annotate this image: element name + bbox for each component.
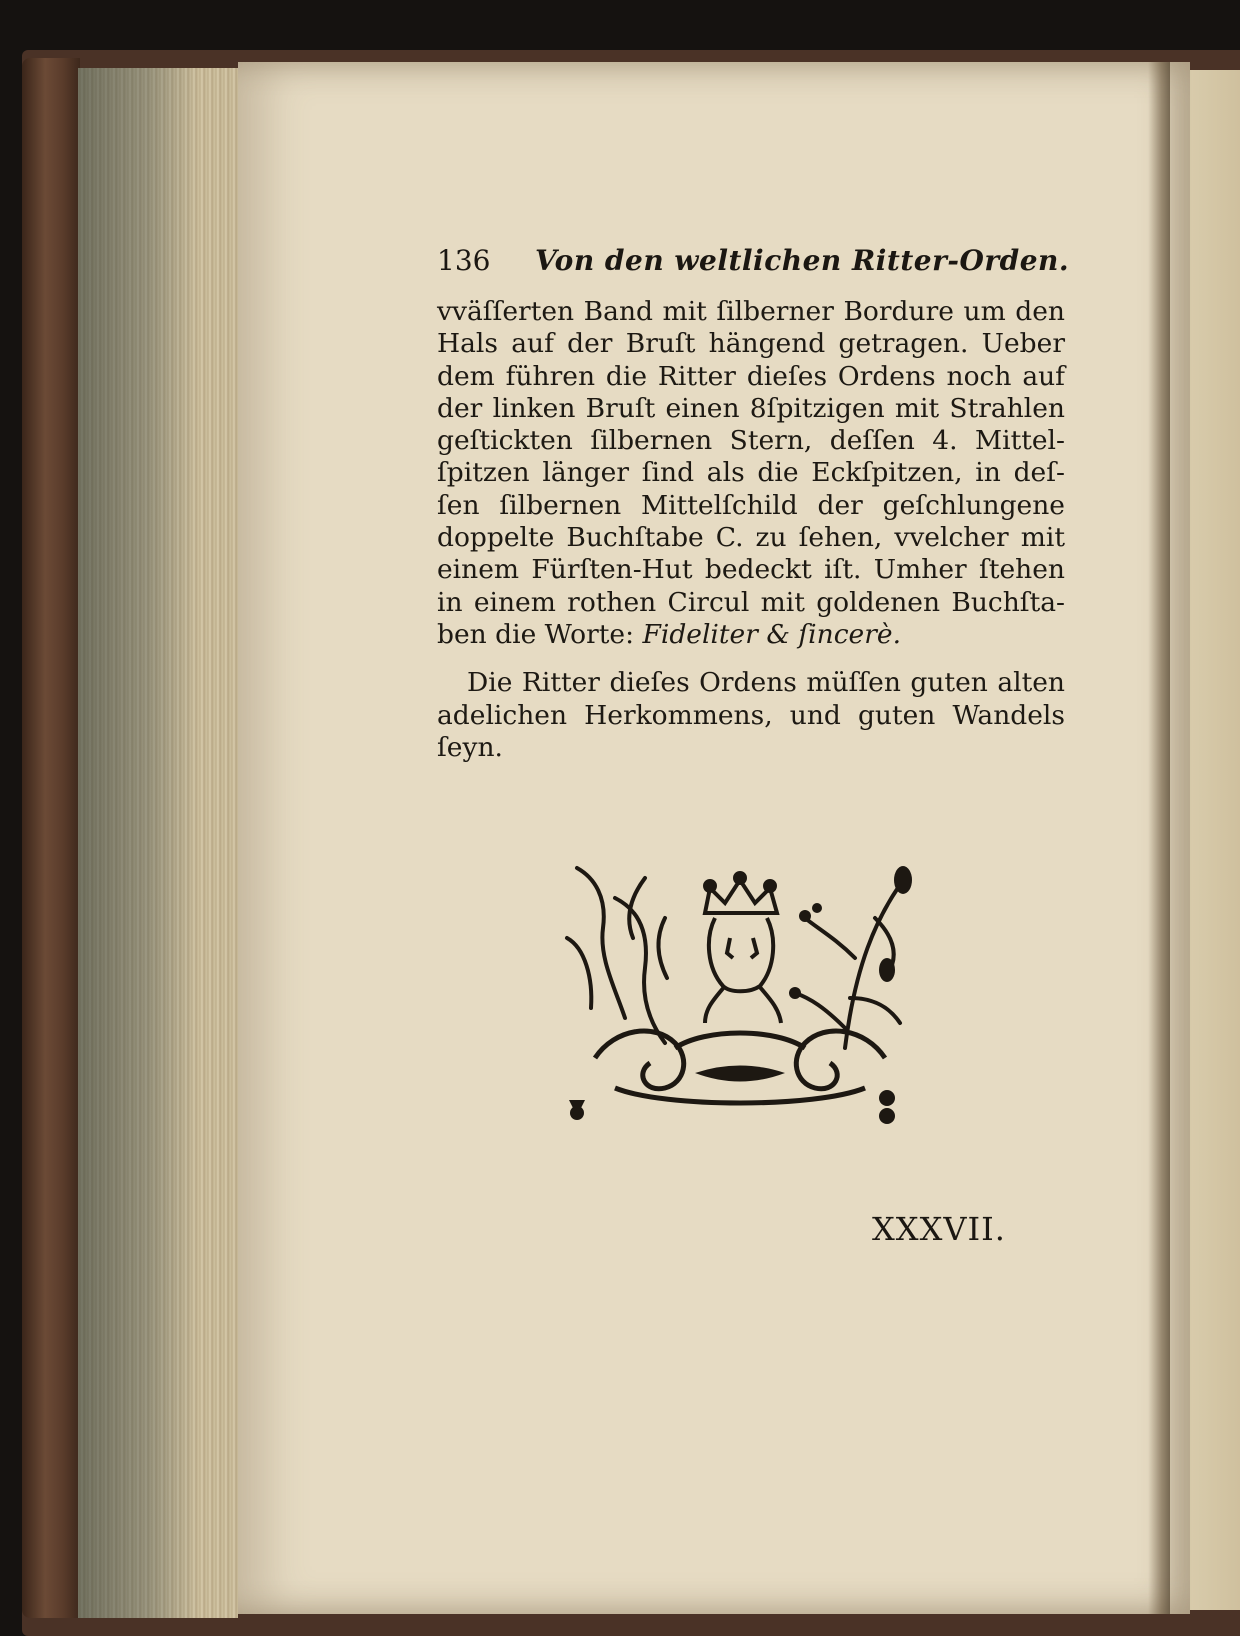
text-line: geſtickten ſilbernen Stern, deſſen 4. Mittel- xyxy=(437,425,1065,457)
paragraph-1 xyxy=(437,296,1065,651)
body-text xyxy=(437,296,1065,764)
text-line: in einem rothen Circul mit goldenen Buchſta- xyxy=(437,586,1065,618)
text-line xyxy=(437,619,1065,651)
text-line: ſeyn. xyxy=(437,731,503,763)
paragraph-2 xyxy=(437,667,1065,764)
text-line: ſpitzen länger ſind als die Eckſpitzen, in deſ- xyxy=(437,457,1065,489)
text-line: Die Ritter dieſes Ordens müſſen guten alten xyxy=(467,667,1065,699)
crowned-head-ornament-icon xyxy=(555,858,925,1130)
page-block-shadow xyxy=(78,68,238,1618)
text-line: der linken Bruſt einen 8ſpitzigen mit Strahlen xyxy=(437,392,1065,424)
text-line: einem Fürſten-Hut bedeckt iſt. Umher ſtehen xyxy=(437,554,1065,586)
text-line: ſen ſilbernen Mittelſchild der geſchlungene xyxy=(437,489,1065,521)
page-gutter-shadow xyxy=(1148,62,1170,1614)
motto-text: Fideliter & ſincerè. xyxy=(642,618,901,650)
catchword: XXXVII. xyxy=(872,1210,1006,1248)
text-line: Hals auf der Bruſt hängend getragen. Ueber xyxy=(437,328,1065,360)
text-line: doppelte Buchſtabe C. zu ſehen, vvelcher mit xyxy=(437,522,1065,554)
text-line: dem führen die Ritter dieſes Ordens noch auf xyxy=(437,360,1065,392)
text-line: vväſſerten Band mit ſilberner Bordure um den xyxy=(437,296,1065,327)
page-number: 136 xyxy=(437,244,491,277)
book-page xyxy=(238,62,1190,1614)
running-title: Von den weltlichen Ritter-Orden. xyxy=(535,244,1070,277)
motto-intro: ben die Worte: xyxy=(437,618,635,650)
text-line: adelichen Herkommens, und guten Wandels xyxy=(437,699,1065,731)
running-head xyxy=(437,244,1077,288)
book-spine-edge xyxy=(22,58,80,1618)
